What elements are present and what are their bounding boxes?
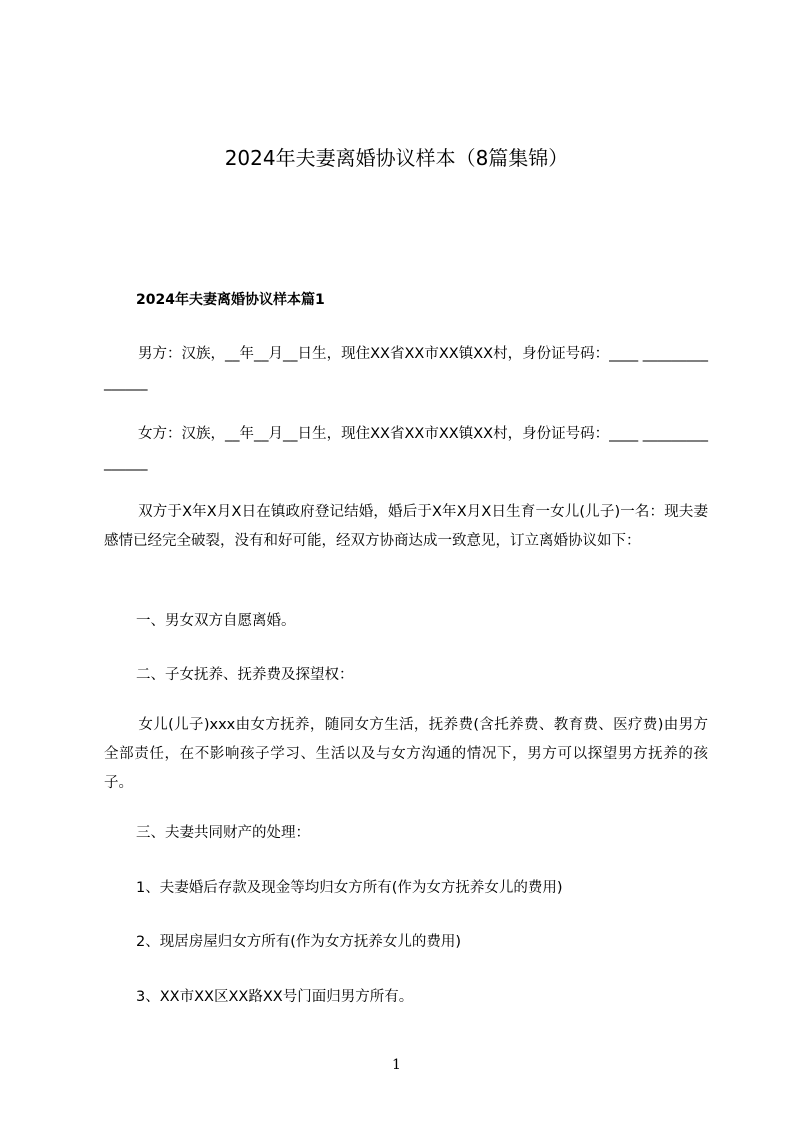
section-heading: 2024年夫妻离婚协议样本篇1 [136,292,325,308]
male-party-paragraph [104,340,708,398]
female-party-paragraph [104,420,708,478]
clause-3-heading: 三、夫妻共同财产的处理： [136,825,310,841]
preamble-text: 双方于X年X月X日在镇政府登记结婚，婚后于X年X月X日生育一女儿(儿子)一名：现夫妻感情已经完全破裂，没有和好可能，经双方协商达成一致意见，订立离婚协议如下： [104,504,708,549]
clause-3-item-1: 1、夫妻婚后存款及现金等均归女方所有(作为女方抚养女儿的费用) [136,880,563,896]
female-party-text: 女方：汉族，__年__月__日生，现住XX省XX市XX镇XX村，身份证号码：____ _______________ [104,426,708,471]
clause-2-text: 女儿(儿子)xxx由女方抚养，随同女方生活，抚养费(含托养费、教育费、医疗费)由男方全部责任，在不影响孩子学习、生活以及与女方沟通的情况下，男方可以探望男方抚养的孩子。 [104,717,708,791]
clause-3-item-2: 2、现居房屋归女方所有(作为女方抚养女儿的费用) [136,934,462,950]
clause-2-heading: 二、子女抚养、抚养费及探望权： [136,667,354,683]
clause-3-item-3: 3、XX市XX区XX路XX号门面归男方所有。 [136,989,414,1005]
clause-1: 一、男女双方自愿离婚。 [136,613,296,629]
page-title: 2024年夫妻离婚协议样本（8篇集锦） [224,146,569,170]
male-party-text: 男方：汉族，__年__月__日生，现住XX省XX市XX镇XX村，身份证号码：____ _______________ [104,346,708,391]
preamble-paragraph [104,498,708,556]
page-number: 1 [392,1057,401,1073]
clause-2-paragraph [104,711,708,798]
